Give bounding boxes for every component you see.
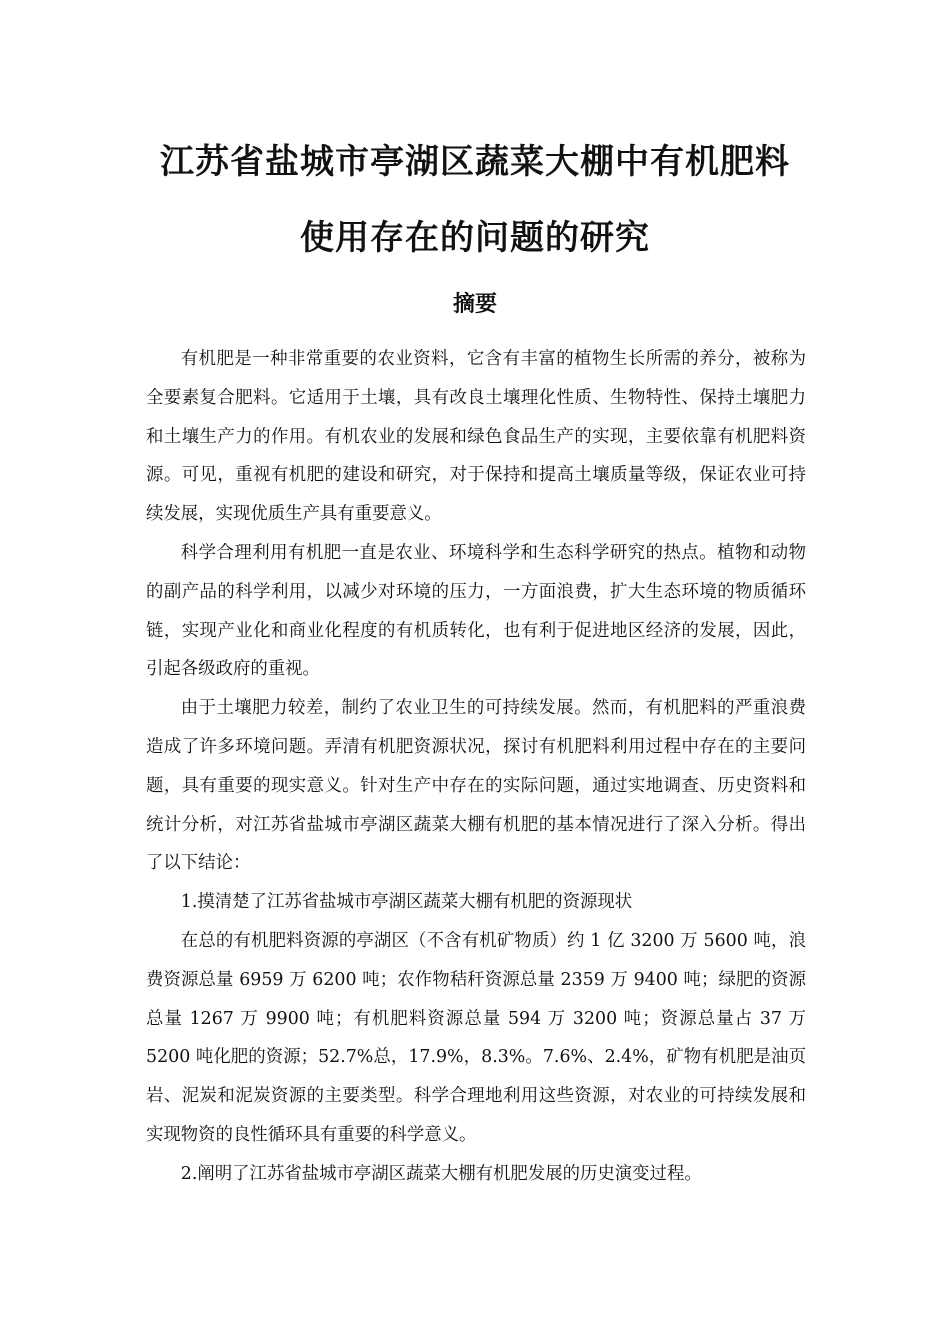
abstract-heading: 摘要 [452,291,497,317]
abstract-body [146,340,806,1194]
paragraph: 在总的有机肥料资源的亭湖区（不含有机矿物质）约 1 亿 3200 万 5600 吨，浪费资源总量 6959 万 6200 吨；农作物秸秆资源总量 2359 万 9400 吨；绿肥的资源总量 1267 万 9900 吨；有机肥料资源总量 594 万 3200 吨；资源总量占 37 万 5200 吨化肥的资源；52.7%总，17.9%，8.3%。7.6%、2.4%，矿物有机肥是油页岩、泥炭和泥炭资源的主要类型。科学合理地利用这些资源，对农业的可持续发展和实现物资的良性循环具有重要的科学意义。 [146,930,806,1145]
paragraph: 科学合理利用有机肥一直是农业、环境科学和生态科学研究的热点。植物和动物的副产品的科学利用，以减少对环境的压力，一方面浪费，扩大生态环境的物质循环链，实现产业化和商业化程度的有机质转化，也有利于促进地区经济的发展，因此，引起各级政府的重视。 [146,542,806,680]
paragraph: 1.摸清楚了江苏省盐城市亭湖区蔬菜大棚有机肥的资源现状 [180,892,633,913]
document-title-line-2: 使用存在的问题的研究 [300,218,650,258]
paragraph: 由于土壤肥力较差，制约了农业卫生的可持续发展。然而，有机肥料的严重浪费造成了许多环境问题。弄清有机肥资源状况，探讨有机肥料利用过程中存在的主要问题，具有重要的现实意义。针对生产中存在的实际问题，通过实地调查、历史资料和统计分析，对江苏省盐城市亭湖区蔬菜大棚有机肥的基本情况进行了深入分析。得出了以下结论： [146,698,806,874]
paragraph: 2.阐明了江苏省盐城市亭湖区蔬菜大棚有机肥发展的历史演变过程。 [180,1163,702,1184]
paragraph: 有机肥是一种非常重要的农业资料，它含有丰富的植物生长所需的养分，被称为全要素复合肥料。它适用于土壤，具有改良土壤理化性质、生物特性、保持土壤肥力和土壤生产力的作用。有机农业的发展和绿色食品生产的实现，主要依靠有机肥料资源。可见，重视有机肥的建设和研究，对于保持和提高土壤质量等级，保证农业可持续发展，实现优质生产具有重要意义。 [146,349,806,525]
document-title-line-1: 江苏省盐城市亭湖区蔬菜大棚中有机肥料 [160,142,790,182]
